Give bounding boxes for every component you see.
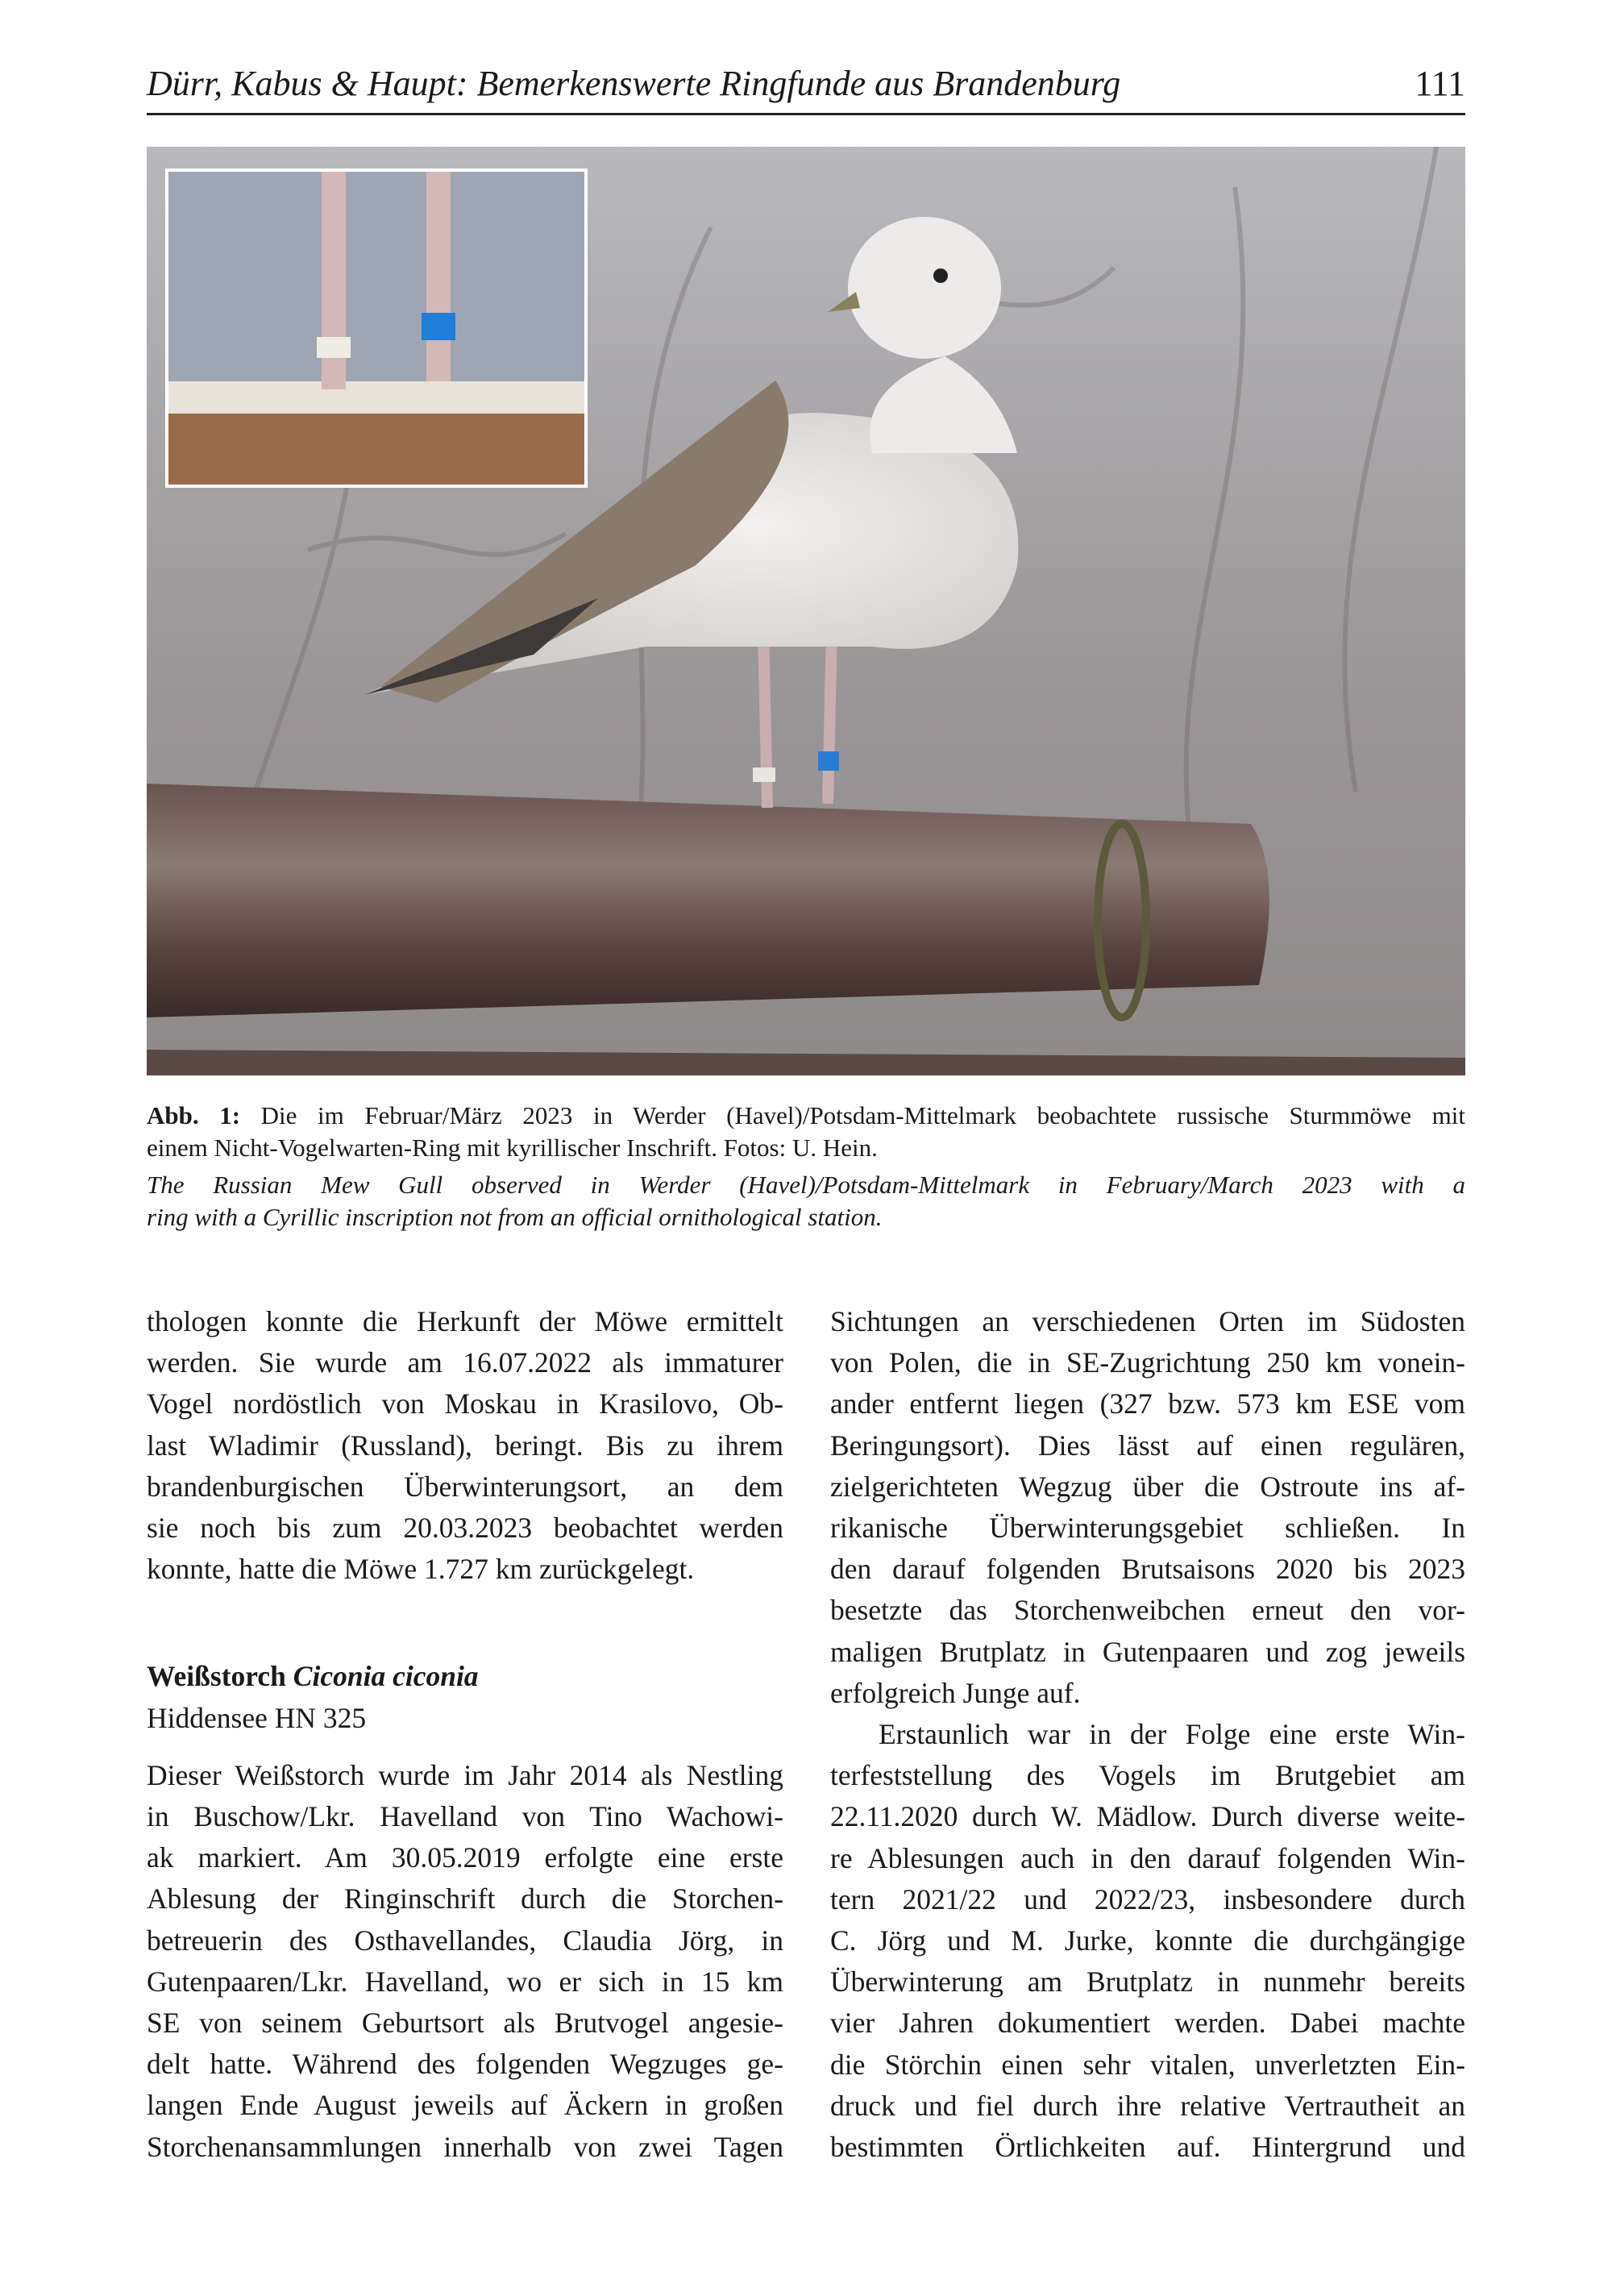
text-line: terfeststellung des Vogels im Brutgebiet am bbox=[830, 1759, 1465, 1792]
right-column bbox=[830, 1301, 1465, 2168]
text-line: Ablesung der Ringinschrift durch die Storchen- bbox=[147, 1882, 783, 1915]
right-leg bbox=[426, 172, 451, 381]
page-number: 111 bbox=[1415, 64, 1465, 103]
paragraph bbox=[830, 1714, 1465, 2168]
text-line: Dieser Weißstorch wurde im Jahr 2014 als Nestling bbox=[147, 1758, 783, 1791]
text-line: erfolgreich Junge auf. bbox=[830, 1676, 1081, 1709]
species-common-name: Weißstorch bbox=[147, 1660, 286, 1693]
text-line: werden. Sie wurde am 16.07.2022 als immaturer bbox=[147, 1346, 783, 1379]
gull-photo bbox=[147, 147, 1465, 1075]
text-line: Beringungsort). Dies lässt auf einen regulären, bbox=[830, 1429, 1465, 1462]
text-line: delt hatte. Während des folgenden Wegzuges ge- bbox=[147, 2048, 783, 2081]
text-line: vier Jahren dokumentiert werden. Dabei machte bbox=[830, 2007, 1465, 2040]
ring-number: Hiddensee HN 325 bbox=[147, 1701, 367, 1734]
caption-en bbox=[147, 1169, 1465, 1233]
text-line: druck und fiel durch ihre relative Vertrautheit an bbox=[830, 2089, 1465, 2122]
text-line: sie noch bis zum 20.03.2023 beobachtet werden bbox=[147, 1512, 783, 1545]
left-column bbox=[147, 1301, 783, 2168]
text-line: in Buschow/Lkr. Havelland von Tino Wachowi- bbox=[147, 1800, 783, 1833]
text-line: re Ablesungen auch in den darauf folgenden Win- bbox=[830, 1841, 1465, 1874]
leg-rings-inset-photo bbox=[165, 168, 588, 488]
caption-en-line: ring with a Cyrillic inscription not from an official ornithological station. bbox=[147, 1203, 883, 1231]
caption-en-line: The Russian Mew Gull observed in Werder (Havel)/Potsdam-Mittelmark in February/March 2023 with a bbox=[147, 1171, 1465, 1199]
caption-de-line: einem Nicht-Vogelwarten-Ring mit kyrillischer Inschrift. Fotos: U. Hein. bbox=[147, 1133, 878, 1162]
text-line: langen Ende August jeweils auf Äckern in großen bbox=[147, 2089, 783, 2122]
metal-ring bbox=[753, 767, 775, 782]
text-line: Storchenansammlungen innerhalb von zwei Tagen bbox=[147, 2130, 783, 2163]
species-heading bbox=[147, 1656, 783, 1697]
text-line: bestimmten Örtlichkeiten auf. Hintergrund und bbox=[830, 2131, 1465, 2164]
text-line: rikanische Überwinterungsgebiet schließen. In bbox=[830, 1512, 1465, 1545]
species-latin-name: Ciconia ciconia bbox=[293, 1660, 479, 1693]
text-line: den darauf folgenden Brutsaisons 2020 bis 2023 bbox=[830, 1553, 1465, 1586]
text-line: ander entfernt liegen (327 bzw. 573 km ESE vom bbox=[830, 1387, 1465, 1420]
text-line: SE von seinem Geburtsort als Brutvogel angesie- bbox=[147, 2007, 783, 2040]
text-line: last Wladimir (Russland), beringt. Bis zu ihrem bbox=[147, 1429, 783, 1462]
text-line: C. Jörg und M. Jurke, konnte die durchgängige bbox=[830, 1924, 1465, 1957]
text-line: ak markiert. Am 30.05.2019 erfolgte eine erste bbox=[147, 1841, 783, 1874]
text-line: besetzte das Storchenweibchen erneut den vor- bbox=[830, 1594, 1465, 1627]
running-header bbox=[147, 63, 1465, 115]
paragraph bbox=[830, 1301, 1465, 1714]
paragraph bbox=[147, 1755, 783, 2168]
gull-head bbox=[848, 217, 1001, 359]
text-line: Erstaunlich war in der Folge eine erste Win- bbox=[879, 1718, 1465, 1751]
blue-ring bbox=[818, 751, 839, 771]
text-line: betreuerin des Osthavellandes, Claudia Jörg, in bbox=[147, 1924, 783, 1957]
caption-label: Abb. 1: bbox=[147, 1101, 241, 1129]
text-line: thologen konnte die Herkunft der Möwe ermittelt bbox=[147, 1305, 783, 1337]
paragraph bbox=[147, 1301, 783, 1590]
text-line: die Störchin einen sehr vitalen, unverletzten Ein- bbox=[830, 2048, 1465, 2081]
text-line: tern 2021/22 und 2022/23, insbesondere durch bbox=[830, 1882, 1465, 1915]
text-line: Vogel nordöstlich von Moskau in Krasilovo, Ob- bbox=[147, 1387, 783, 1420]
figure-caption bbox=[147, 1100, 1465, 1233]
running-title: Dürr, Kabus & Haupt: Bemerkenswerte Ringfunde aus Brandenburg bbox=[147, 64, 1121, 103]
text-line: von Polen, die in SE-Zugrichtung 250 km vonein- bbox=[830, 1346, 1465, 1379]
metal-ring bbox=[317, 337, 351, 358]
text-line: brandenburgischen Überwinterungsort, an dem bbox=[147, 1470, 783, 1503]
text-line: 22.11.2020 durch W. Mädlow. Durch diverse weite- bbox=[830, 1800, 1465, 1833]
text-line: zielgerichteten Wegzug über die Ostroute ins af- bbox=[830, 1470, 1465, 1503]
text-line: konnte, hatte die Möwe 1.727 km zurückgelegt. bbox=[147, 1553, 695, 1586]
blue-ring bbox=[422, 313, 455, 340]
text-line: Gutenpaaren/Lkr. Havelland, wo er sich in 15 km bbox=[147, 1965, 783, 1998]
caption-de-line: Abb. 1: Die im Februar/März 2023 in Werder (Havel)/Potsdam-Mittelmark beobachtete russische Sturmmöwe mit bbox=[147, 1101, 1465, 1129]
text-line: maligen Brutplatz in Gutenpaaren und zog jeweils bbox=[830, 1635, 1465, 1668]
text-line: Überwinterung am Brutplatz in nunmehr bereits bbox=[830, 1965, 1465, 1999]
text-line: Sichtungen an verschiedenen Orten im Südosten bbox=[830, 1305, 1465, 1337]
